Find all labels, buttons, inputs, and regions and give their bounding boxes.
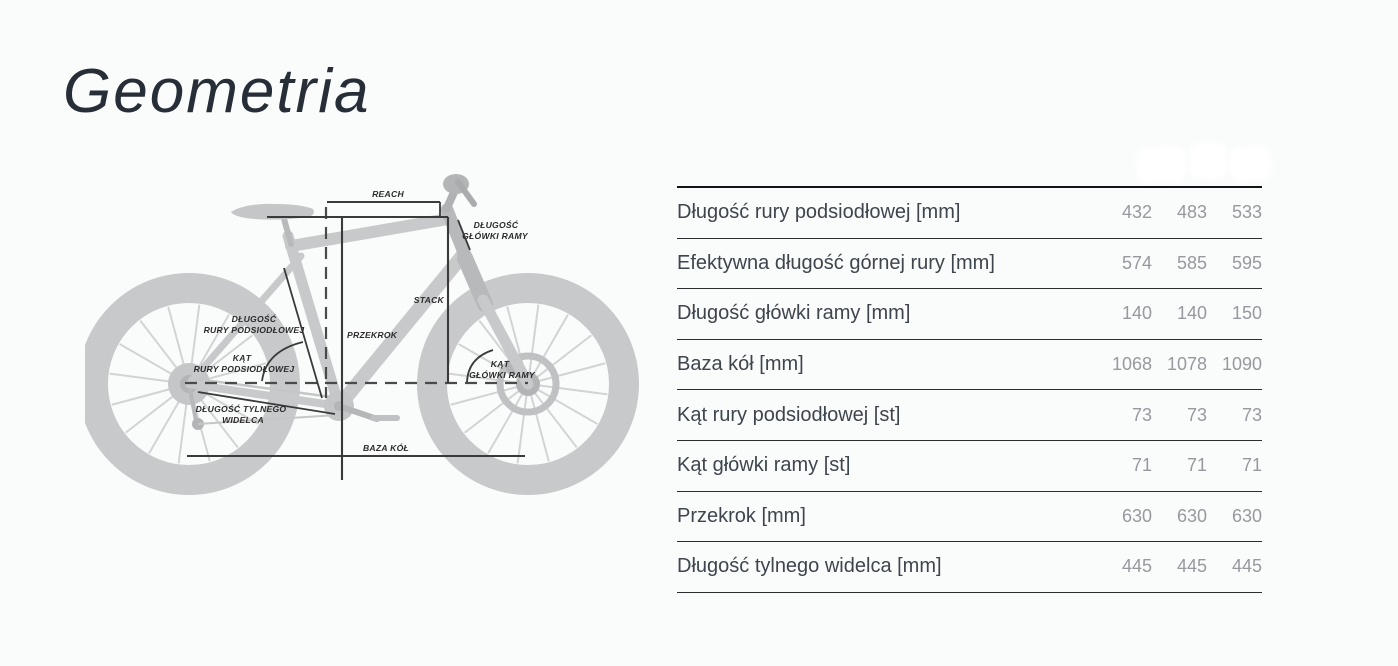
value-size-2: 483 [1176, 202, 1207, 223]
table-row [677, 188, 1262, 239]
value-size-1: 140 [1121, 303, 1152, 324]
value-size-2: 140 [1176, 303, 1207, 324]
row-label: Przekrok [mm] [677, 504, 806, 527]
value-size-3: 595 [1231, 252, 1262, 273]
saddle [231, 204, 314, 244]
bike-diagram-svg [85, 120, 685, 520]
standover-label: PRZEKROK [347, 330, 398, 340]
value-size-1: 445 [1121, 556, 1152, 577]
value-size-3: 150 [1231, 303, 1262, 324]
value-size-3: 71 [1241, 455, 1262, 476]
value-size-3: 630 [1231, 505, 1262, 526]
value-size-1: 71 [1131, 455, 1152, 476]
handlebar [443, 174, 474, 208]
row-label: Długość tylnego widelca [mm] [677, 555, 942, 578]
row-label: Długość główki ramy [mm] [677, 302, 911, 325]
value-size-1: 432 [1121, 202, 1152, 223]
value-size-2: 71 [1186, 455, 1207, 476]
value-size-2: 73 [1186, 404, 1207, 425]
row-values [1097, 253, 1262, 274]
table-row [677, 492, 1262, 543]
row-values [1097, 556, 1262, 577]
row-values [1097, 405, 1262, 426]
geometry-table [677, 186, 1262, 593]
value-size-1: 1068 [1111, 354, 1152, 375]
value-size-3: 73 [1241, 404, 1262, 425]
row-label: Długość rury podsiodłowej [mm] [677, 201, 961, 224]
bike-geometry-diagram [85, 120, 685, 520]
value-size-2: 585 [1176, 252, 1207, 273]
wheelbase-label: BAZA KÓŁ [362, 443, 410, 453]
row-values [1097, 506, 1262, 527]
size-column-placeholder-1 [1135, 146, 1187, 185]
seat-tube-length-label-2: RURY PODSIODŁOWEJ [203, 325, 305, 335]
table-row [677, 441, 1262, 492]
size-column-placeholder-2 [1189, 142, 1227, 179]
seat-tube-angle-label-1: KĄT [232, 353, 252, 363]
value-size-3: 533 [1231, 202, 1262, 223]
chainstay-length-label-2: WIDELCA [222, 415, 264, 425]
table-row [677, 289, 1262, 340]
reach-label: REACH [372, 189, 404, 199]
value-size-1: 574 [1121, 252, 1152, 273]
crankset [324, 391, 397, 421]
head-tube-angle-label-1: KĄT [490, 359, 510, 369]
row-label: Kąt główki ramy [st] [677, 454, 851, 477]
head-tube-length-label-1: DŁUGOŚĆ [473, 220, 519, 230]
bike-silhouette [93, 174, 624, 480]
head-tube-angle-label-2: GŁÓWKI RAMY [469, 370, 535, 380]
stack-label: STACK [413, 295, 444, 305]
value-size-3: 1090 [1221, 354, 1262, 375]
table-row [677, 542, 1262, 593]
value-size-3: 445 [1231, 556, 1262, 577]
row-label: Kąt rury podsiodłowej [st] [677, 403, 901, 426]
table-row [677, 390, 1262, 441]
row-values [1097, 354, 1262, 375]
value-size-2: 445 [1176, 556, 1207, 577]
table-row [677, 340, 1262, 391]
chainstay-length-label-1: DŁUGOŚĆ TYLNEGO [195, 404, 287, 414]
table-row [677, 239, 1262, 290]
value-size-2: 630 [1176, 505, 1207, 526]
seat-tube-angle-label-2: RURY PODSIODŁOWEJ [193, 364, 295, 374]
row-values [1097, 202, 1262, 223]
value-size-2: 1078 [1166, 354, 1207, 375]
row-label: Efektywna długość górnej rury [mm] [677, 251, 995, 274]
seat-tube-length-label-1: DŁUGOŚĆ [231, 314, 277, 324]
page-title: Geometria [63, 56, 371, 126]
head-tube-length-label-2: GŁÓWKI RAMY [462, 231, 528, 241]
row-label: Baza kół [mm] [677, 353, 804, 376]
size-column-placeholder-3 [1229, 146, 1272, 181]
value-size-1: 73 [1131, 404, 1152, 425]
value-size-1: 630 [1121, 505, 1152, 526]
row-values [1097, 303, 1262, 324]
row-values [1097, 455, 1262, 476]
